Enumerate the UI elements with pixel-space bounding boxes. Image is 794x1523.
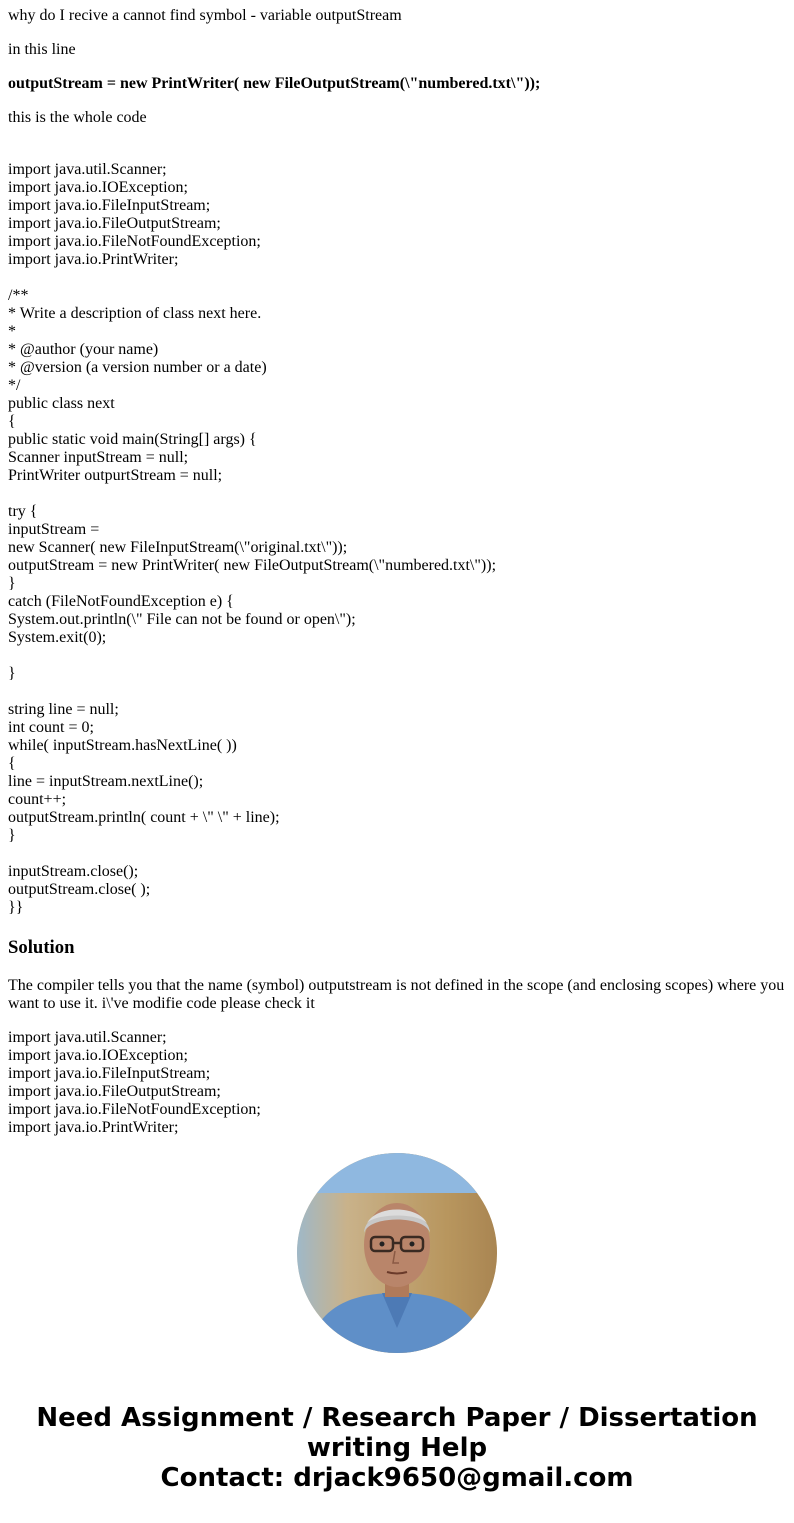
code-line: PrintWriter outpurtStream = null;	[8, 467, 223, 484]
code-line: import java.io.IOException;	[8, 1047, 188, 1064]
document-content	[8, 0, 788, 1153]
question-code-block	[8, 143, 788, 917]
question-line-intro: in this line	[8, 41, 76, 58]
code-line: string line = null;	[8, 701, 119, 718]
code-line: inputStream =	[8, 521, 100, 538]
code-line: import java.io.FileNotFoundException;	[8, 233, 261, 250]
code-line: catch (FileNotFoundException e) {	[8, 593, 234, 610]
code-line: {	[8, 413, 16, 430]
code-line: import java.io.FileInputStream;	[8, 197, 211, 214]
code-line: * @version (a version number or a date)	[8, 359, 267, 376]
code-line	[8, 683, 788, 701]
promo-banner	[0, 1403, 794, 1493]
code-line: inputStream.close();	[8, 863, 139, 880]
code-line: System.exit(0);	[8, 629, 107, 646]
code-line: import java.io.FileInputStream;	[8, 1065, 211, 1082]
code-line: }}	[8, 899, 24, 916]
code-line	[8, 845, 788, 863]
code-line: }	[8, 827, 16, 844]
code-line	[8, 269, 788, 287]
question-title: why do I recive a cannot find symbol - variable outputStream	[8, 7, 402, 24]
code-line: count++;	[8, 791, 67, 808]
code-line: System.out.println(\" File can not be found or open\");	[8, 611, 356, 628]
code-line: {	[8, 755, 16, 772]
code-line: while( inputStream.hasNextLine( ))	[8, 737, 237, 754]
code-line: *	[8, 323, 16, 340]
code-line: */	[8, 377, 21, 394]
author-photo-icon	[297, 1153, 497, 1353]
code-line: * @author (your name)	[8, 341, 159, 358]
solution-code-block	[8, 1029, 788, 1153]
code-line: import java.io.PrintWriter;	[8, 1119, 179, 1136]
code-line: /**	[8, 287, 29, 304]
code-line: import java.util.Scanner;	[8, 161, 167, 178]
code-line: import java.io.FileOutputStream;	[8, 1083, 221, 1100]
code-line: line = inputStream.nextLine();	[8, 773, 204, 790]
code-line: import java.io.FileOutputStream;	[8, 215, 221, 232]
code-line: import java.util.Scanner;	[8, 1029, 167, 1046]
code-line: }	[8, 575, 16, 592]
code-line: public class next	[8, 395, 115, 412]
code-line: int count = 0;	[8, 719, 94, 736]
code-line: new Scanner( new FileInputStream(\"original.txt\"));	[8, 539, 348, 556]
solution-text: The compiler tells you that the name (symbol) outputstream is not defined in the scope (and enclosing scopes) where you want to use it. i\'ve modifie code please check it	[8, 977, 785, 1012]
code-line: Scanner inputStream = null;	[8, 449, 189, 466]
code-line: outputStream.println( count + \" \" + line);	[8, 809, 280, 826]
code-line: outputStream = new PrintWriter( new FileOutputStream(\"numbered.txt\"));	[8, 557, 497, 574]
author-avatar	[297, 1153, 497, 1353]
code-line: import java.io.FileNotFoundException;	[8, 1101, 261, 1118]
code-line: * Write a description of class next here.	[8, 305, 262, 322]
code-line: public static void main(String[] args) {	[8, 431, 257, 448]
question-error-line: outputStream = new PrintWriter( new FileOutputStream(\"numbered.txt\"));	[8, 75, 541, 92]
code-line	[8, 647, 788, 665]
code-line: }	[8, 665, 16, 682]
code-line: try {	[8, 503, 38, 520]
promo-line-3: Contact: drjack9650@gmail.com	[160, 1463, 634, 1493]
code-line: outputStream.close( );	[8, 881, 151, 898]
code-line: import java.io.IOException;	[8, 179, 188, 196]
solution-heading: Solution	[8, 937, 75, 958]
promo-line-1: Need Assignment / Research Paper / Dissertation	[36, 1403, 758, 1433]
code-line	[8, 143, 788, 161]
promo-line-2: writing Help	[306, 1433, 488, 1463]
code-line: import java.io.PrintWriter;	[8, 251, 179, 268]
question-whole-intro: this is the whole code	[8, 109, 147, 126]
code-line	[8, 485, 788, 503]
